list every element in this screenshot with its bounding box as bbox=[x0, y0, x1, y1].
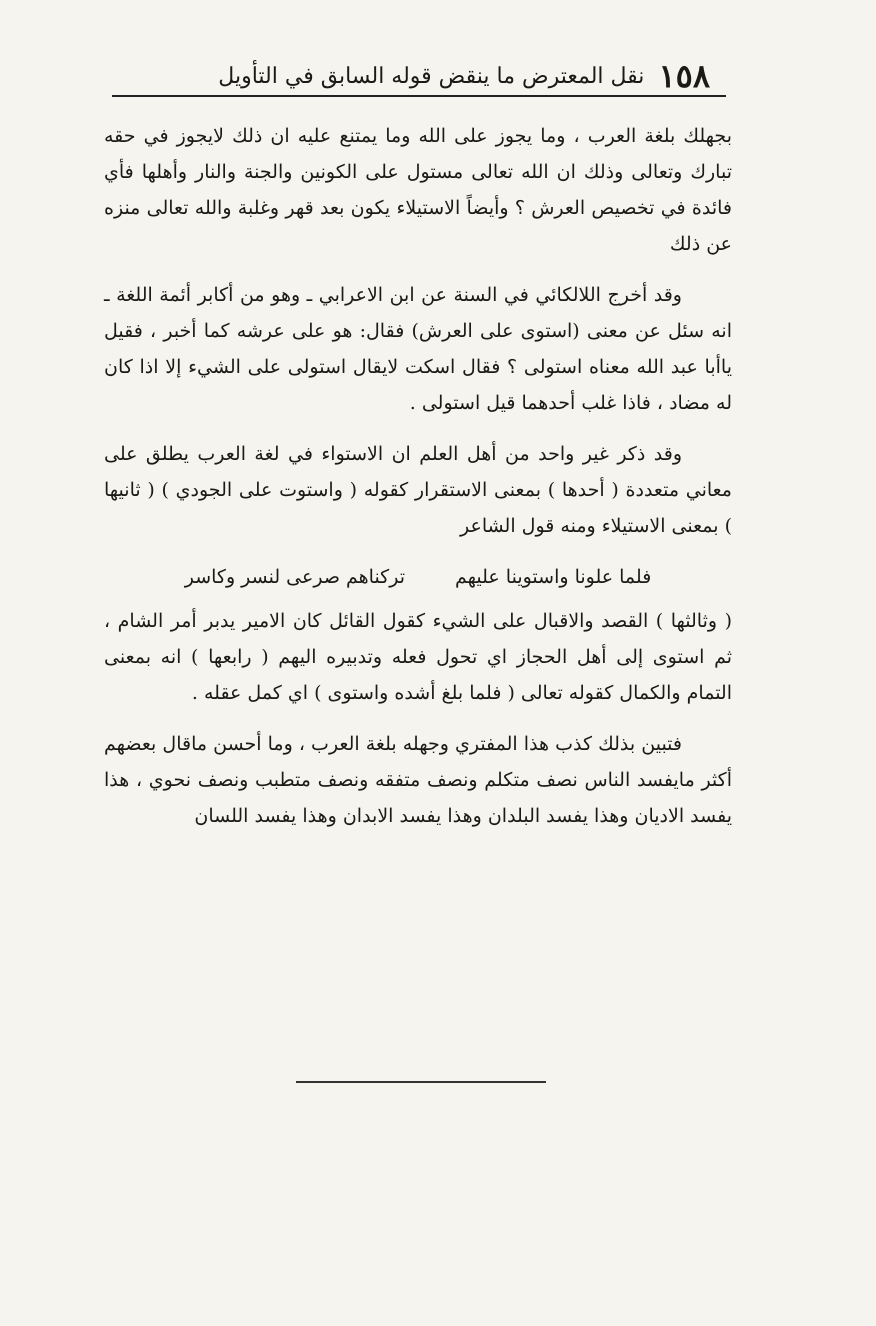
poem-verse bbox=[104, 559, 732, 595]
paragraph-1: بجهلك بلغة العرب ، وما يجوز على الله وما يمتنع عليه ان ذلك لايجوز في حقه تبارك وتعالى وذلك ان الله تعالى مستول على الكونين والجنة والنار وأهلها فأي فائدة في تخصيص العرش ؟ وأيضاً الاستيلاء يكون بعد قهر وغلبة والله تعالى منزه عن ذلك bbox=[104, 125, 732, 255]
poem-hemistich-2: تركناهم صرعى لنسر وكاسر bbox=[184, 566, 405, 588]
body-text bbox=[104, 118, 732, 849]
page-header bbox=[170, 52, 710, 95]
paragraph-2: وقد أخرج اللالكائي في السنة عن ابن الاعرابي ـ وهو من أكابر أئمة اللغة ـ انه سئل عن معنى (استوى على العرش) فقال: هو على عرشه كما أخبر ، فقيل ياأبا عبد الله معناه استولى ؟ فقال اسكت لايقال استولى على الشيء إلا اذا كان له مضاد ، فاذا غلب أحدهما قيل استولى . bbox=[104, 284, 732, 414]
header-divider bbox=[112, 95, 726, 97]
poem-hemistich-1: فلما علونا واستوينا عليهم bbox=[455, 566, 652, 588]
running-title: نقل المعترض ما ينقض قوله السابق في التأويل bbox=[218, 63, 645, 89]
paragraph-4: ( وثالثها ) القصد والاقبال على الشيء كقول القائل كان الامير يدبر أمر الشام ، ثم استوى إلى أهل الحجاز اي تحول فعله وتدبيره اليهم ( رابعها ) انه بمعنى التمام والكمال كقوله تعالى ( فلما بلغ أشده واستوى ) اي كمل عقله . bbox=[104, 610, 732, 704]
paragraph-5: فتبين بذلك كذب هذا المفتري وجهله بلغة العرب ، وما أحسن ماقال بعضهم أكثر مايفسد الناس نصف متكلم ونصف متفقه ونصف متطبب ونصف نحوي ، هذا يفسد الاديان وهذا يفسد البلدان وهذا يفسد الابدان وهذا يفسد اللسان bbox=[104, 733, 732, 827]
page-number: ١٥٨ bbox=[658, 57, 710, 95]
paragraph-3: وقد ذكر غير واحد من أهل العلم ان الاستواء في لغة العرب يطلق على معاني متعددة ( أحدها ) بمعنى الاستقرار كقوله ( واستوت على الجودي ) ( ثانيها ) بمعنى الاستيلاء ومنه قول الشاعر bbox=[104, 443, 732, 537]
footer-divider bbox=[296, 1081, 546, 1083]
